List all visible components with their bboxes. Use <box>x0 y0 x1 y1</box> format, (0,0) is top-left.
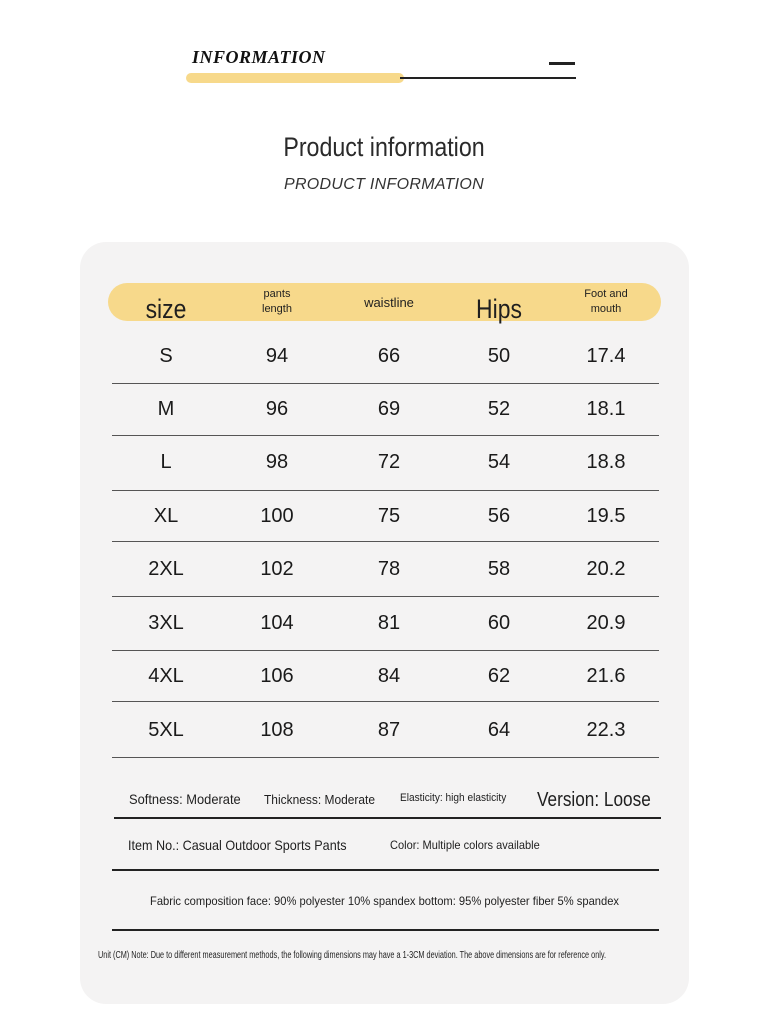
table-cell: 96 <box>265 398 289 420</box>
row-divider <box>112 541 659 542</box>
table-cell: 54 <box>487 451 511 473</box>
table-row <box>112 436 659 489</box>
table-cell: 62 <box>487 665 511 687</box>
page-title: Product information <box>283 132 485 162</box>
table-cell: 52 <box>487 398 511 420</box>
divider <box>112 929 659 931</box>
color-label: Color: Multiple colors available <box>390 838 540 852</box>
table-cell: M <box>157 398 175 420</box>
version-label: Version: Loose <box>537 789 651 811</box>
table-cell: S <box>159 345 173 367</box>
table-cell: 66 <box>377 345 401 367</box>
section-tag-underline-pill <box>186 73 404 83</box>
table-row <box>112 650 659 703</box>
table-cell: 60 <box>487 612 511 634</box>
table-cell: L <box>160 451 172 473</box>
table-cell: 18.8 <box>586 451 626 473</box>
table-cell: 20.2 <box>586 558 626 580</box>
table-cell: 19.5 <box>586 505 626 527</box>
table-cell: 102 <box>260 558 294 580</box>
table-row <box>112 597 659 650</box>
header-pants-length: pants length <box>262 288 292 315</box>
table-cell: 100 <box>260 505 294 527</box>
table-cell: 18.1 <box>586 398 626 420</box>
softness-label: Softness: Moderate <box>129 791 241 807</box>
table-row <box>112 490 659 543</box>
table-cell: 84 <box>377 665 401 687</box>
table-row <box>112 543 659 596</box>
table-cell: 94 <box>265 345 289 367</box>
item-number-label: Item No.: Casual Outdoor Sports Pants <box>128 837 347 853</box>
table-cell: 87 <box>377 719 401 741</box>
table-row <box>112 330 659 383</box>
elasticity-label: Elasticity: high elasticity <box>400 792 507 804</box>
table-cell: 20.9 <box>586 612 626 634</box>
section-tag-underline-line <box>400 77 576 79</box>
table-cell: 17.4 <box>586 345 626 367</box>
table-cell: 75 <box>377 505 401 527</box>
header-foot-mouth: Foot and mouth <box>584 288 628 315</box>
table-cell: 98 <box>265 451 289 473</box>
table-cell: 3XL <box>148 612 184 634</box>
table-cell: 4XL <box>148 665 184 687</box>
table-cell: 104 <box>260 612 294 634</box>
table-cell: 72 <box>377 451 401 473</box>
divider <box>114 817 661 819</box>
divider <box>112 869 659 871</box>
table-row <box>112 383 659 436</box>
section-tag: INFORMATION <box>192 47 326 67</box>
table-row <box>112 704 659 757</box>
table-cell: 5XL <box>148 719 184 741</box>
table-cell: 108 <box>260 719 294 741</box>
thickness-label: Thickness: Moderate <box>264 792 376 807</box>
table-cell: 81 <box>377 612 401 634</box>
header-hips: Hips <box>476 293 522 324</box>
table-cell: 58 <box>487 558 511 580</box>
section-tag-dash <box>549 62 575 65</box>
row-divider <box>112 701 659 702</box>
table-cell: XL <box>153 505 179 527</box>
row-divider <box>112 757 659 758</box>
table-cell: 56 <box>487 505 511 527</box>
header-size: size <box>145 293 187 324</box>
page-subtitle: PRODUCT INFORMATION <box>283 176 485 193</box>
table-cell: 50 <box>487 345 511 367</box>
table-cell: 106 <box>260 665 294 687</box>
table-cell: 69 <box>377 398 401 420</box>
header-waistline: waistline <box>364 294 414 310</box>
table-cell: 22.3 <box>586 719 626 741</box>
table-cell: 78 <box>377 558 401 580</box>
fabric-composition: Fabric composition face: 90% polyester 10% spandex bottom: 95% polyester fiber 5% spandex <box>150 894 619 908</box>
table-cell: 21.6 <box>586 665 626 687</box>
measurement-note: Unit (CM) Note: Due to different measurement methods, the following dimensions may have a 1-3CM deviation. The above dimensions are for reference only. <box>98 950 607 961</box>
table-cell: 2XL <box>148 558 184 580</box>
table-cell: 64 <box>487 719 511 741</box>
